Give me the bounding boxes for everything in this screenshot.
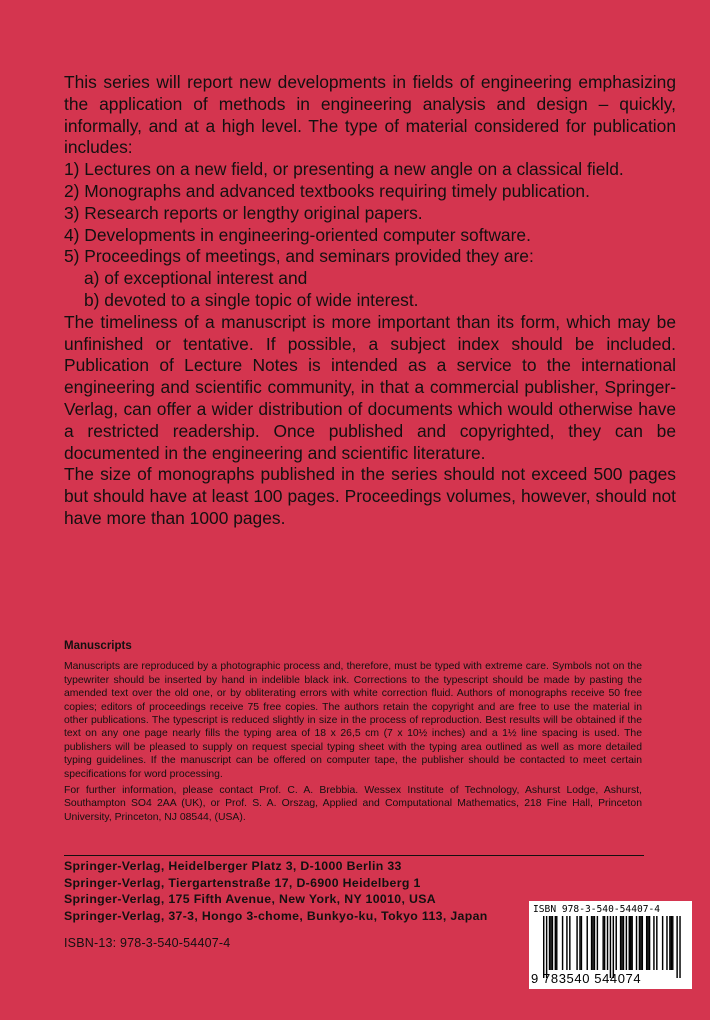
barcode-bar bbox=[626, 916, 627, 970]
barcode-bar bbox=[555, 916, 556, 970]
barcode-bar bbox=[672, 916, 673, 970]
barcode-bar bbox=[649, 916, 650, 970]
barcode-bar bbox=[653, 916, 654, 970]
barcode-bar bbox=[640, 916, 641, 970]
barcode-bar bbox=[623, 916, 624, 970]
timeliness-paragraph: The timeliness of a manuscript is more important than its form, which may be unfinished or tentative. If possible, a subject index should be included. Publication of Lecture Notes is intended as a service to the international engineering and scientific community, in that a commercial publisher, Springer-Verlag, can offer a wider distribution of documents which would otherwise have a restricted readership. Once published and copyrighted, they can be documented in the engineering and scientific literature. bbox=[64, 311, 676, 463]
list-item: 2) Monographs and advanced textbooks requiring timely publication. bbox=[64, 180, 590, 201]
barcode-bar bbox=[671, 916, 672, 970]
barcode-bar bbox=[607, 916, 608, 970]
address-line: Springer-Verlag, Tiergartenstraße 17, D-6900 Heidelberg 1 bbox=[64, 875, 421, 890]
further-information: For further information, please contact Prof. C. A. Brebbia. Wessex Institute of Technology, Ashurst Lodge, Ashurst, Southampton SO4 2AA (UK), or Prof. S. A. Orszag, Applied and Computational Mathematics, 218 Fine Hall, Princeton University, Princeton, NJ 08544, (USA). bbox=[64, 785, 642, 823]
barcode-bar bbox=[591, 916, 592, 970]
barcode-bar bbox=[550, 916, 551, 970]
series-description bbox=[64, 72, 676, 530]
barcode-bar bbox=[604, 916, 605, 970]
barcode-bar bbox=[631, 916, 632, 970]
barcode-bar bbox=[556, 916, 557, 970]
barcode-bar bbox=[602, 916, 603, 970]
isbn-text: ISBN-13: 978-3-540-54407-4 bbox=[64, 936, 231, 950]
intro-paragraph: This series will report new developments in fields of engineering emphasizing the application of methods in engineering analysis and design – quickly, informally, and at a high level. The type of material considered for publication includes: bbox=[64, 72, 676, 158]
address-line: Springer-Verlag, Heidelberger Platz 3, D-1000 Berlin 33 bbox=[64, 859, 402, 873]
barcode-bar bbox=[576, 916, 577, 970]
barcode-bar bbox=[594, 916, 595, 970]
list-item: 3) Research reports or lengthy original papers. bbox=[64, 202, 423, 223]
sub-list-item: b) devoted to a single topic of wide interest. bbox=[84, 289, 419, 310]
barcode-bar bbox=[662, 916, 663, 970]
barcode-bar bbox=[630, 916, 631, 970]
list-item: 1) Lectures on a new field, or presenting a new angle on a classical field. bbox=[64, 159, 624, 180]
barcode-bar bbox=[610, 916, 611, 978]
manuscripts-heading: Manuscripts bbox=[64, 640, 132, 652]
barcode bbox=[529, 901, 692, 989]
barcode-bar bbox=[679, 916, 680, 978]
divider bbox=[64, 855, 644, 856]
barcode-bar bbox=[592, 916, 593, 970]
manuscripts-section bbox=[64, 640, 642, 827]
barcode-bar bbox=[579, 916, 580, 970]
list-item: 4) Developments in engineering-oriented computer software. bbox=[64, 224, 531, 245]
barcode-bar bbox=[621, 916, 622, 970]
barcode-bar bbox=[581, 916, 582, 970]
barcode-bar bbox=[613, 916, 614, 978]
barcode-bar bbox=[636, 916, 637, 970]
barcode-bar bbox=[616, 916, 617, 970]
barcode-bar bbox=[656, 916, 657, 970]
barcode-isbn-label: ISBN 978-3-540-54407-4 bbox=[533, 904, 661, 915]
barcode-bar bbox=[629, 916, 630, 970]
size-paragraph: The size of monographs published in the series should not exceed 500 pages but should have at least 100 pages. Proceedings volumes, however, should not have more than 1000 pages. bbox=[64, 464, 676, 528]
barcode-bar bbox=[647, 916, 648, 970]
sub-list-item: a) of exceptional interest and bbox=[84, 268, 308, 289]
barcode-bar bbox=[666, 916, 667, 970]
barcode-bar bbox=[642, 916, 643, 970]
barcode-bar bbox=[549, 916, 550, 970]
barcode-bar bbox=[552, 916, 553, 970]
barcode-bar bbox=[676, 916, 677, 978]
address-line: Springer-Verlag, 37-3, Hongo 3-chome, Bunkyo-ku, Tokyo 113, Japan bbox=[64, 908, 488, 923]
barcode-bar bbox=[546, 916, 547, 978]
publisher-addresses bbox=[64, 858, 584, 924]
barcode-bar bbox=[566, 916, 567, 970]
barcode-bar bbox=[543, 916, 544, 978]
barcode-bar bbox=[646, 916, 647, 970]
barcode-bar bbox=[620, 916, 621, 970]
barcode-bar bbox=[639, 916, 640, 970]
barcode-bar bbox=[669, 916, 670, 970]
manuscripts-body: Manuscripts are reproduced by a photographic process and, therefore, must be typed with extreme care. Symbols not on the typewriter should be inserted by hand in indelible black ink. Corrections to the typescript should be made by pasting the amended text over the old one, or by obliterating errors with white correction fluid. Authors of monographs receive 50 free copies; editors of proceedings receive 75 free copies. The authors retain the copyright and are free to use the material in other publications. The typescript is reduced slightly in size in the process of reproduction. Best results will be obtained if the text on any one page nearly fills the typing area of 18 x 26,5 cm (7 x 10½ inches) and a 1½ line spacing is used. The publishers will be pleased to supply on request special typing sheet with the typing area outlined as well as more detailed typing guidelines. If the manuscript can be offered on computer tape, the publisher should be contacted to meet certain specifications for word processing. bbox=[64, 661, 642, 780]
barcode-bar bbox=[597, 916, 598, 970]
barcode-bar bbox=[562, 916, 563, 970]
list-item: 5) Proceedings of meetings, and seminars provided they are: bbox=[64, 246, 534, 267]
barcode-bar bbox=[587, 916, 588, 970]
barcode-digits: 9 783540 544074 bbox=[531, 971, 642, 986]
address-line: Springer-Verlag, 175 Fifth Avenue, New York, NY 10010, USA bbox=[64, 892, 437, 907]
barcode-bar bbox=[569, 916, 570, 970]
